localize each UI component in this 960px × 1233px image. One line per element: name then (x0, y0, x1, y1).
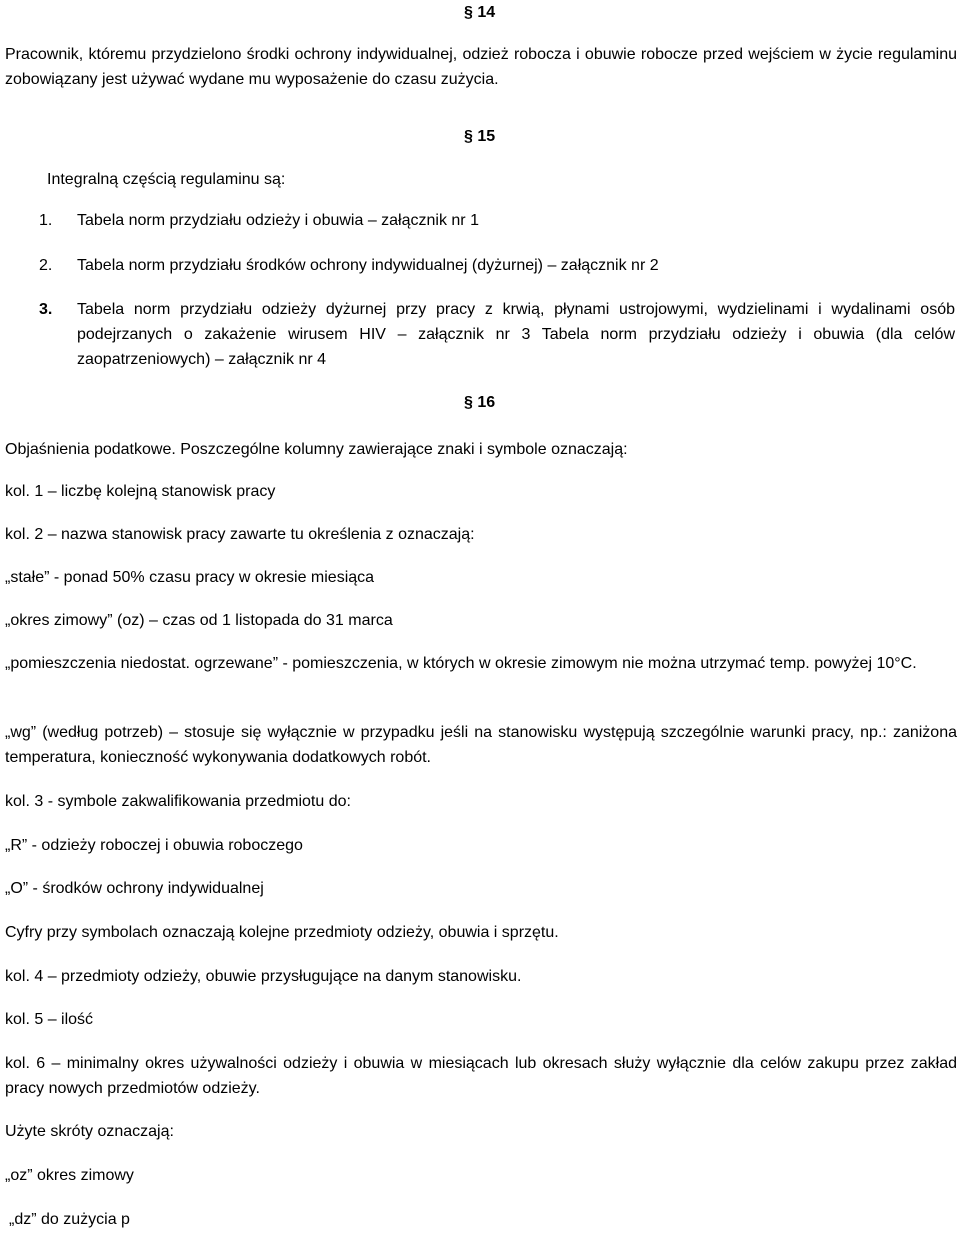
definition-stale: „stałe” - ponad 50% czasu pracy w okresie miesiąca (5, 569, 375, 586)
paragraph-14: Pracownik, któremu przydzielono środki ochrony indywidualnej, odzież robocza i obuwie robocze przed wejściem w życie regulaminu zobowiązany jest używać wydane mu wyposażenie do czasu zużycia. (5, 46, 957, 88)
section-15-heading: § 15 (464, 128, 496, 145)
symbol-r-description: „R” - odzieży roboczej i obuwia roboczego (5, 837, 303, 854)
list-item-text: Tabela norm przydziału odzieży dyżurnej przy pracy z krwią, płynami ustrojowymi, wydzielinami i wydalinami osób podejrzanych o zakażenie wirusem HIV – załącznik nr 3 Tabela norm przydziału odzieży i obuwia (dla celów zaopatrzeniowych) – załącznik nr 4 (77, 301, 955, 368)
digits-note: Cyfry przy symbolach oznaczają kolejne przedmioty odzieży, obuwia i sprzętu. (5, 924, 559, 941)
definition-okres-zimowy: „okres zimowy” (oz) – czas od 1 listopada do 31 marca (5, 612, 393, 629)
abbreviations-heading: Użyte skróty oznaczają: (5, 1123, 174, 1140)
list-item-text: Tabela norm przydziału środków ochrony indywidualnej (dyżurnej) – załącznik nr 2 (77, 257, 659, 274)
definition-pomieszczenia: „pomieszczenia niedostat. ogrzewane” - pomieszczenia, w których w okresie zimowym nie można utrzymać temp. powyżej 10°C. (5, 655, 917, 672)
list-item-text: Tabela norm przydziału odzieży i obuwia – załącznik nr 1 (77, 212, 479, 229)
section-16-heading: § 16 (464, 394, 496, 411)
list-item-number: 2. (39, 257, 53, 274)
column-4-description: kol. 4 – przedmioty odzieży, obuwie przysługujące na danym stanowisku. (5, 968, 522, 985)
list-item-number: 3. (39, 301, 53, 318)
paragraph-15-intro: Integralną częścią regulaminu są: (47, 171, 286, 188)
explanations-heading: Objaśnienia podatkowe. Poszczególne kolumny zawierające znaki i symbole oznaczają: (5, 441, 628, 458)
abbreviation-oz: „oz” okres zimowy (5, 1167, 134, 1184)
column-6-description: kol. 6 – minimalny okres używalności odzieży i obuwia w miesiącach lub okresach służy wyłącznie dla celów zakupu przez zakład pracy nowych przedmiotów odzieży. (5, 1055, 957, 1097)
column-2-description: kol. 2 – nazwa stanowisk pracy zawarte tu określenia z oznaczają: (5, 526, 475, 543)
column-1-description: kol. 1 – liczbę kolejną stanowisk pracy (5, 483, 276, 500)
column-5-description: kol. 5 – ilość (5, 1011, 94, 1028)
abbreviation-dz: „dz” do zużycia p (9, 1211, 130, 1228)
section-14-heading: § 14 (464, 4, 496, 21)
symbol-o-description: „O” - środków ochrony indywidualnej (5, 880, 264, 897)
definition-wg: „wg” (według potrzeb) – stosuje się wyłącznie w przypadku jeśli na stanowisku występują szczególnie warunki pracy, np.: zaniżona temperatura, konieczność wykonywania dodatkowych robót. (5, 724, 957, 766)
list-item-number: 1. (39, 212, 53, 229)
column-3-description: kol. 3 - symbole zakwalifikowania przedmiotu do: (5, 793, 351, 810)
